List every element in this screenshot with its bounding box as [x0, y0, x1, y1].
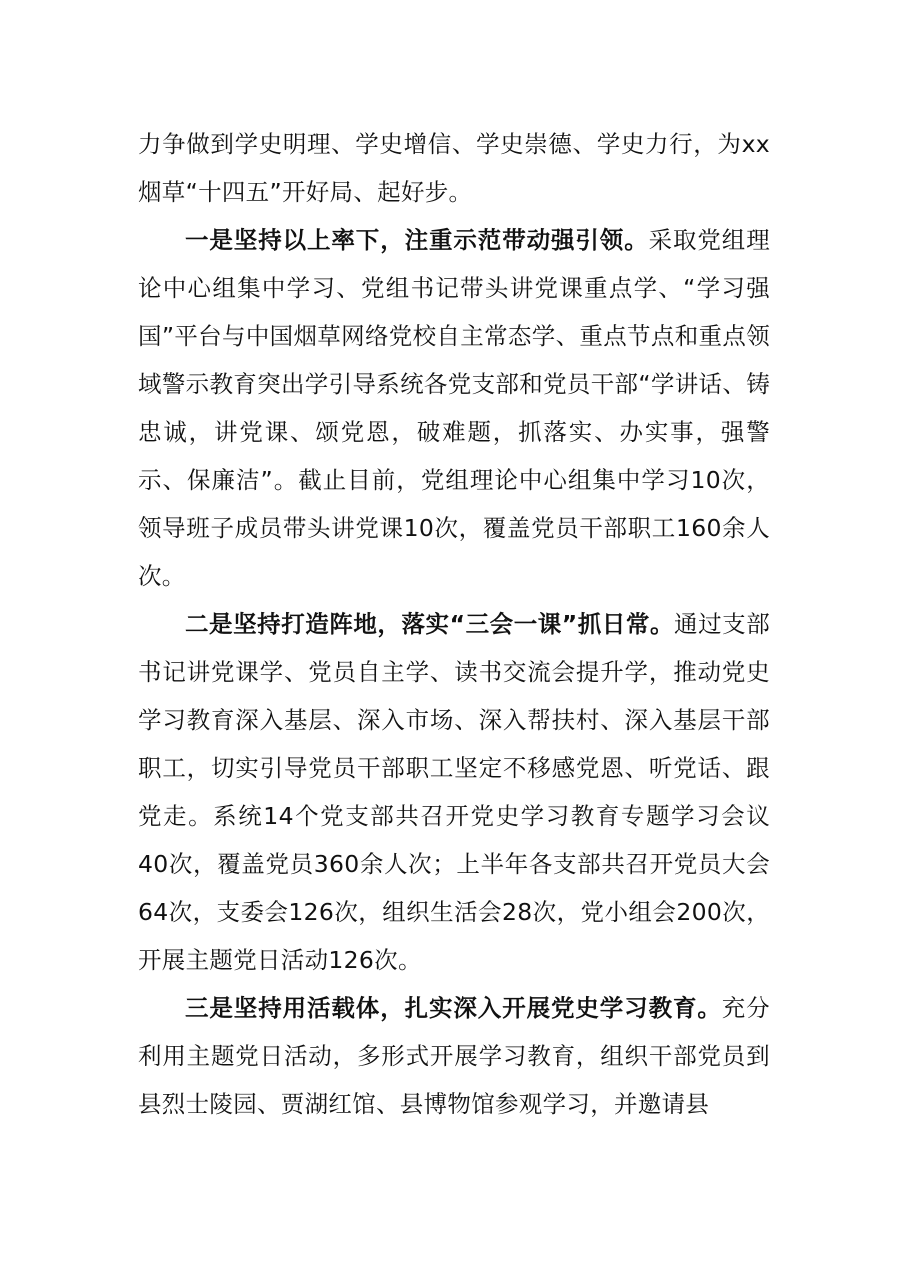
paragraph-heading: 二是坚持打造阵地，落实“三会一课”抓日常。 [185, 610, 675, 638]
paragraph-one [138, 216, 770, 600]
paragraph-two [138, 600, 770, 984]
paragraph-text: 采取党组理论中心组集中学习、党组书记带头讲党课重点学、“学习强国”平台与中国烟草网络党校自主常态学、重点节点和重点领域警示教育突出学引导系统各党支部和党员干部“学讲话、铸忠诚，讲党课、颂党恩，破难题，抓落实、办实事，强警示、保廉洁”。截止目前，党组理论中心组集中学习10次，领导班子成员带头讲党课10次，覆盖党员干部职工160余人次。 [138, 226, 771, 590]
paragraph-text: 力争做到学史明理、学史增信、学史崇德、学史力行，为xx烟草“十四五”开好局、起好步。 [138, 130, 770, 206]
document-body [138, 120, 770, 1128]
paragraph-heading: 一是坚持以上率下，注重示范带动强引领。 [185, 226, 649, 254]
paragraph-heading: 三是坚持用活载体，扎实深入开展党史学习教育。 [185, 994, 722, 1022]
paragraph-three [138, 984, 770, 1128]
paragraph-continuation [138, 120, 770, 216]
paragraph-text: 通过支部书记讲党课学、党员自主学、读书交流会提升学，推动党史学习教育深入基层、深入市场、深入帮扶村、深入基层干部职工，切实引导党员干部职工坚定不移感党恩、听党话、跟党走。系统14个党支部共召开党史学习教育专题学习会议40次，覆盖党员360余人次；上半年各支部共召开党员大会64次，支委会126次，组织生活会28次，党小组会200次，开展主题党日活动126次。 [138, 610, 770, 974]
paragraph-text: 充分利用主题党日活动，多形式开展学习教育，组织干部党员到县烈士陵园、贾湖红馆、县博物馆参观学习，并邀请县 [138, 994, 770, 1118]
